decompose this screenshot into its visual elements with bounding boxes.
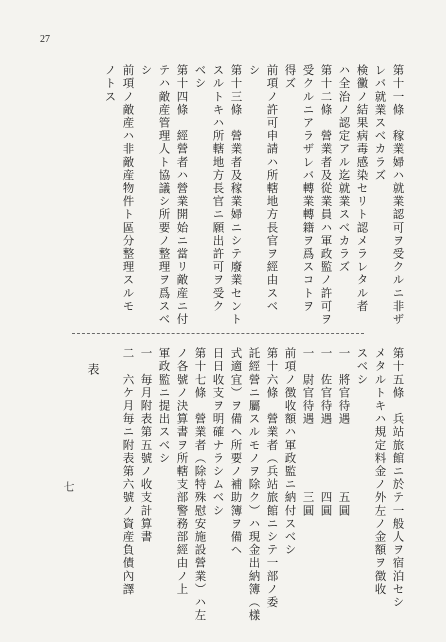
- text-column: 前項ノ徴收額ハ軍政監ニ納付スベシ: [283, 347, 298, 557]
- text-column: 第十四條 經營者ハ營業開始ニ當リ敵産ニ付: [175, 64, 190, 326]
- text-column: 式適宜）ヲ備ヘ所要ノ補助簿ヲ備ヘ: [229, 347, 244, 557]
- section-divider: [72, 333, 364, 334]
- text-column: スルトキハ所轄地方長官ニ願出許可ヲ受ク: [211, 64, 226, 313]
- text-column: 一 將官待遇 五圓: [337, 347, 352, 518]
- text-column: メタルトキハ規定料金ノ外左ノ金額ヲ徴收: [373, 347, 388, 596]
- text-column: レバ就業スベカラズ: [373, 64, 388, 182]
- text-column: 日日收支ヲ明確ナラシムベシ: [211, 347, 226, 518]
- text-column: 一 尉官待遇 三圓: [301, 347, 316, 518]
- text-column: シ: [139, 64, 154, 78]
- text-column: 前項ノ許可申請ハ所轄地方長官ヲ經由スベ: [265, 64, 280, 313]
- text-column: 第十二條 營業者及從業員ハ軍政監ノ許可ヲ: [319, 64, 334, 326]
- text-column: ハ全治ノ認定アル迄就業スベカラズ: [337, 64, 352, 274]
- text-column: 第十六條 營業者（兵站旅館ニシテ一部ノ委: [265, 347, 280, 609]
- text-column: 軍政監ニ提出スベシ: [157, 347, 172, 465]
- text-column: テハ敵産管理人ト協議シ所要ノ整理ヲ爲スベ: [157, 64, 172, 326]
- text-column: ノ各號ノ決算書ヲ所轄支部警務部經由ノ上: [175, 347, 190, 596]
- text-column: 受クルニアラザレバ轉業轉籍ヲ爲スコトヲ: [301, 64, 316, 313]
- text-column: シ: [247, 64, 262, 78]
- text-column: 第十七條 營業者（除特殊慰安施設營業）ハ左: [193, 347, 208, 623]
- text-column: 得ズ: [283, 64, 298, 91]
- text-column: 託經營ニ屬スルモノヲ除ク）ハ現金出納簿（樣: [247, 347, 262, 623]
- footer-page-number: 七: [62, 481, 75, 492]
- text-column: 第十五條 兵站旅館ニ於テ一般人ヲ宿泊セシ: [391, 347, 406, 609]
- text-column: 第十一條 稼業婦ハ就業認可ヲ受クルニ非ザ: [391, 64, 406, 326]
- page-number: 27: [40, 34, 50, 45]
- text-column: ノトス: [103, 64, 118, 104]
- text-column: ベシ: [193, 64, 208, 91]
- text-column: 二 六ケ月毎ニ附表第六號ノ資産負債內譯: [121, 347, 136, 596]
- text-column: 一 毎月附表第五號ノ收支計算書: [139, 347, 154, 544]
- text-column: 一 佐官待遇 四圓: [319, 347, 334, 518]
- text-column: 前項ノ敵産ハ非敵産物件ト區分整理スルモ: [121, 64, 136, 313]
- text-column: 検黴ノ結果病毒感染セリト認メラレタル者: [355, 64, 370, 313]
- text-column: スベシ: [355, 347, 370, 387]
- text-column: 第十三條 營業者及稼業婦ニシテ廢業セント: [229, 64, 244, 326]
- side-label: 表: [86, 363, 100, 375]
